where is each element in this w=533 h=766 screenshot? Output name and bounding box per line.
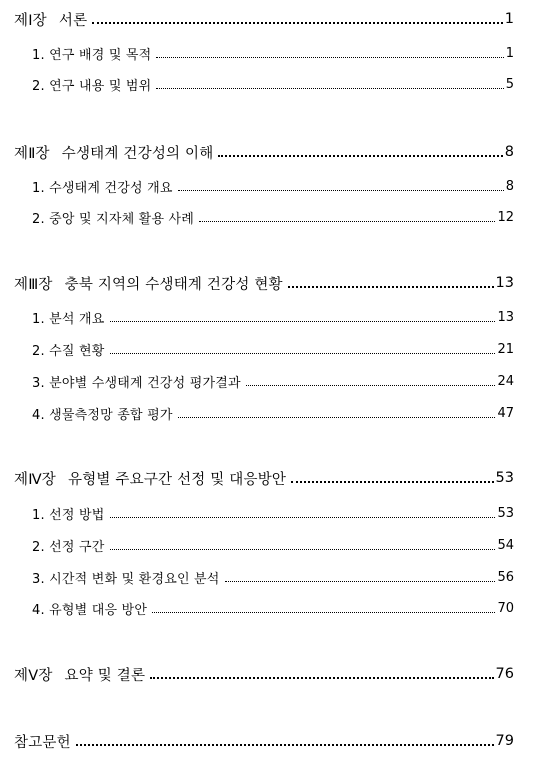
page-number: 8: [505, 178, 514, 194]
section-title: 4. 유형별 대응 방안: [32, 602, 148, 618]
toc-chapter-4[interactable]: [14, 467, 514, 489]
dot-leader: [110, 517, 496, 518]
page-number: 76: [495, 666, 514, 682]
section-title: 1. 수생태계 건강성 개요: [32, 180, 173, 196]
chapter-title: [14, 468, 286, 489]
chapter-number: 제Ⅱ장: [14, 145, 50, 162]
chapter-title: [14, 273, 283, 294]
page-number: 1: [505, 45, 514, 61]
section-title: 1. 연구 배경 및 목적: [32, 47, 152, 63]
dot-leader: [178, 417, 496, 418]
toc-section[interactable]: [32, 598, 514, 618]
toc-section[interactable]: [32, 207, 514, 227]
toc-chapter-3[interactable]: [14, 272, 514, 294]
chapter-number: 제Ⅴ장: [14, 667, 53, 684]
dot-leader: [150, 677, 493, 679]
chapter-number: 제Ⅲ장: [14, 276, 53, 293]
chapter-number: 제Ⅰ장: [14, 12, 47, 29]
page-number: 8: [504, 144, 514, 160]
page-number: 1: [504, 11, 514, 27]
dot-leader: [156, 88, 503, 89]
section-title: 2. 선정 구간: [32, 539, 105, 555]
section-title: 3. 시간적 변화 및 환경요인 분석: [32, 571, 220, 587]
chapter-title: [14, 664, 145, 685]
dot-leader: [246, 385, 496, 386]
page-number: 70: [497, 600, 514, 616]
page-number: 13: [497, 309, 514, 325]
page-number: 53: [495, 470, 514, 486]
dot-leader: [110, 549, 496, 550]
toc-section[interactable]: [32, 339, 514, 359]
section-title: 2. 연구 내용 및 범위: [32, 78, 152, 94]
chapter-name: 수생태계 건강성의 이해: [61, 145, 214, 162]
dot-leader: [152, 612, 495, 613]
references-title: 참고문헌: [14, 734, 71, 751]
dot-leader: [110, 353, 496, 354]
chapter-number: 제Ⅳ장: [14, 471, 56, 488]
section-title: 2. 중앙 및 지자체 활용 사례: [32, 211, 195, 227]
dot-leader: [218, 155, 502, 157]
toc-section[interactable]: [32, 503, 514, 523]
chapter-name: 서론: [58, 12, 88, 29]
chapter-name: 충북 지역의 수생태계 건강성 현황: [64, 276, 283, 293]
toc-section[interactable]: [32, 43, 514, 63]
section-title: 1. 분석 개요: [32, 311, 105, 327]
toc-section[interactable]: [32, 403, 514, 423]
page-number: 24: [497, 373, 514, 389]
dot-leader: [288, 286, 494, 288]
page-number: 54: [497, 537, 514, 553]
chapter-title: [14, 9, 87, 30]
dot-leader: [156, 57, 503, 58]
section-title: 4. 생물측정망 종합 평가: [32, 407, 173, 423]
dot-leader: [110, 321, 496, 322]
page-number: 53: [497, 505, 514, 521]
toc-chapter-2[interactable]: [14, 141, 514, 163]
page-number: 21: [497, 341, 514, 357]
dot-leader: [291, 481, 493, 483]
page-number: 56: [497, 569, 514, 585]
chapter-title: [14, 142, 213, 163]
dot-leader: [225, 581, 496, 582]
page-number: 79: [495, 733, 514, 749]
toc-chapter-1[interactable]: [14, 8, 514, 30]
chapter-name: 유형별 주요구간 선정 및 대응방안: [68, 471, 287, 488]
section-title: 3. 분야별 수생태계 건강성 평가결과: [32, 375, 241, 391]
dot-leader: [178, 190, 504, 191]
chapter-name: 요약 및 결론: [64, 667, 146, 684]
page-number: 13: [495, 275, 514, 291]
page-number: 47: [497, 405, 514, 421]
toc-references[interactable]: [14, 730, 514, 752]
toc-chapter-5[interactable]: [14, 663, 514, 685]
toc-section[interactable]: [32, 535, 514, 555]
toc-section[interactable]: [32, 371, 514, 391]
dot-leader: [92, 22, 502, 24]
toc-section[interactable]: [32, 74, 514, 94]
page-number: 5: [505, 76, 514, 92]
section-title: 1. 선정 방법: [32, 507, 105, 523]
page-number: 12: [497, 209, 514, 225]
toc-section[interactable]: [32, 307, 514, 327]
toc-section[interactable]: [32, 567, 514, 587]
dot-leader: [76, 744, 494, 746]
section-title: 2. 수질 현황: [32, 343, 105, 359]
toc-section[interactable]: [32, 176, 514, 196]
dot-leader: [199, 221, 495, 222]
